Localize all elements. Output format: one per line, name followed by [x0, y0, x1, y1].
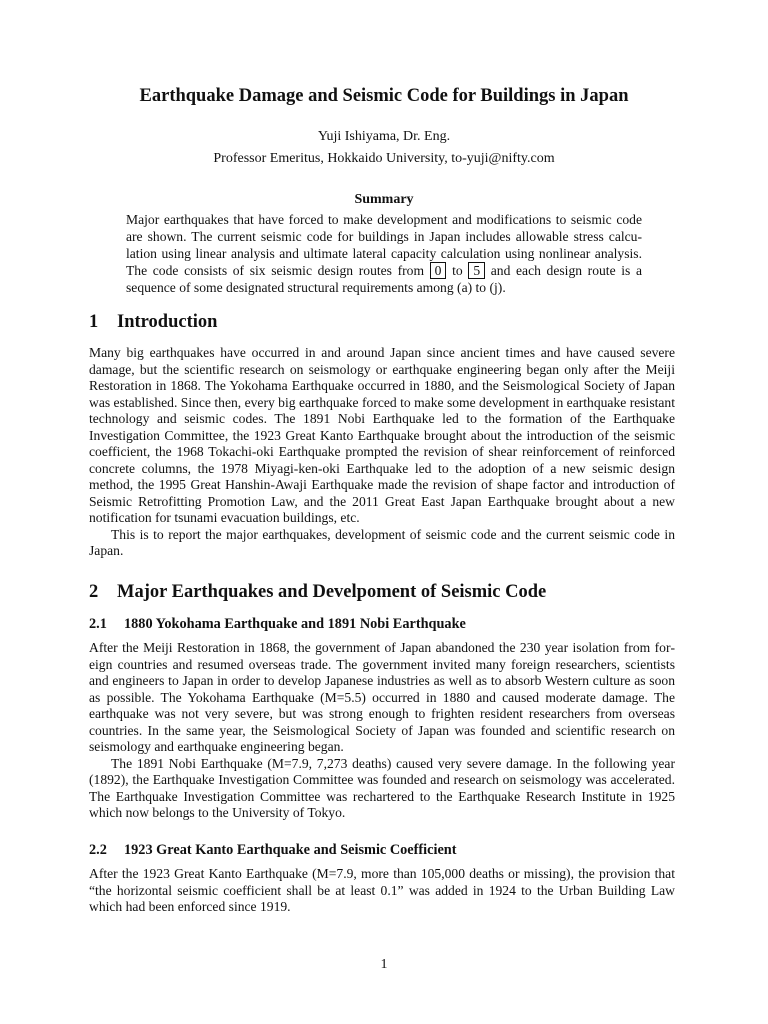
subsection-2-2-title: 1923 Great Kanto Earthquake and Seismic Coefficient — [124, 842, 457, 858]
subsection-2-2-heading — [89, 842, 457, 859]
paragraph: The 1891 Nobi Earthquake (M=7.9, 7,273 deaths) caused very severe damage. In the following year (1892), the Earthquake Investigation Committee was founded and research on seismology was accelerated. The Earthquake Investigation Committee was rechartered to the Earthquake Research Institute in 1925 which now belongs to the University of Tokyo. — [89, 755, 675, 820]
section-2-title: Major Earthquakes and Develpoment of Seismic Code — [117, 582, 547, 602]
subsection-2-1-title: 1880 Yokohama Earthquake and 1891 Nobi Earthquake — [124, 616, 466, 632]
design-route-box-to: 5 — [468, 262, 485, 279]
paragraph: After the Meiji Restoration in 1868, the government of Japan abandoned the 230 year isolation from foreign countries and resumed overseas trade. The government invited many foreign researchers, scientists and engineers to Japan in order to develop Japanese industries as well as to absorb Western culture as soon as possible. The Yokohama Earthquake (M=5.5) occurred in 1880 and caused moderate damage. The earthquake was not very severe, but was strong enough to frighten resident researchers from overseas countries. In the same year, the Seismological Society of Japan was founded and scientific research on seismology and earthquake engineering began. — [89, 640, 675, 754]
section-1-number: 1 — [89, 312, 99, 332]
author-affiliation: Professor Emeritus, Hokkaido University, to-yuji@nifty.com — [213, 151, 555, 166]
summary-text-b: and each design route is a sequence of some designated structural requirements among (a) to (j). — [126, 263, 642, 296]
paragraph: After the 1923 Great Kanto Earthquake (M=7.9, more than 105,000 deaths or missing), the provision that “the horizontal seismic coefficient shall be at least 0.1” was added in 1924 to the Urban Building Law which had been enforced since 1919. — [89, 866, 675, 914]
subsection-2-1-body — [89, 640, 675, 822]
section-1-title: Introduction — [117, 312, 218, 332]
subsection-2-1-heading — [89, 616, 466, 633]
summary-text — [126, 211, 642, 296]
summary-heading: Summary — [354, 192, 414, 207]
paragraph: Many big earthquakes have occurred in and around Japan since ancient times and have caused severe damage, but the scientific research on seismology or earthquake engineering began only after the Meiji Restoration in 1868. The Yokohama Earthquake occurred in 1880, and the Seismological Society of Japan was established. Since then, every big earthquake forced to make some development in earthquake resistant technology and seismic codes. The 1891 Nobi Earthquake led to the formation of the Earthquake Investigation Committee, the 1923 Great Kanto Earthquake brought about the introduction of the seismic coefficient, the 1968 Tokachi-oki Earthquake prompted the revision of shear reinforcement of reinforced concrete columns, the 1978 Miyagi-ken-oki Earthquake led to the adoption of a new seismic design method, the 1995 Great Hanshin-Awaji Earthquake made the revision of shape factor and introduction of Seismic Retrofitting Promotion Law, and the 2011 Great East Japan Earthquake brought about a new notification for tsunami evacuation buildings, etc. — [89, 345, 675, 525]
page-number: 1 — [380, 957, 388, 972]
paper-title: Earthquake Damage and Seismic Code for Buildings in Japan — [139, 86, 629, 106]
summary-text-to: to — [452, 263, 463, 279]
paragraph: This is to report the major earthquakes, development of seismic code and the current seismic code in Japan. — [89, 526, 675, 558]
subsection-2-1-number: 2.1 — [89, 616, 107, 632]
design-route-box-from: 0 — [430, 262, 447, 279]
section-1-body — [89, 345, 675, 560]
section-2-number: 2 — [89, 582, 99, 602]
author-name: Yuji Ishiyama, Dr. Eng. — [317, 129, 451, 144]
subsection-2-2-number: 2.2 — [89, 842, 107, 858]
subsection-2-2-body — [89, 866, 675, 916]
summary-text-a: Major earthquakes that have forced to make development and modifications to seismic code are shown. The current seismic code for buildings in Japan includes allowable stress calculation using linear analysis and ultimate lateral capacity calculation using nonlinear analysis. The code consists of six seismic design routes from — [126, 212, 642, 279]
section-1-heading — [89, 312, 217, 333]
section-2-heading — [89, 582, 546, 603]
